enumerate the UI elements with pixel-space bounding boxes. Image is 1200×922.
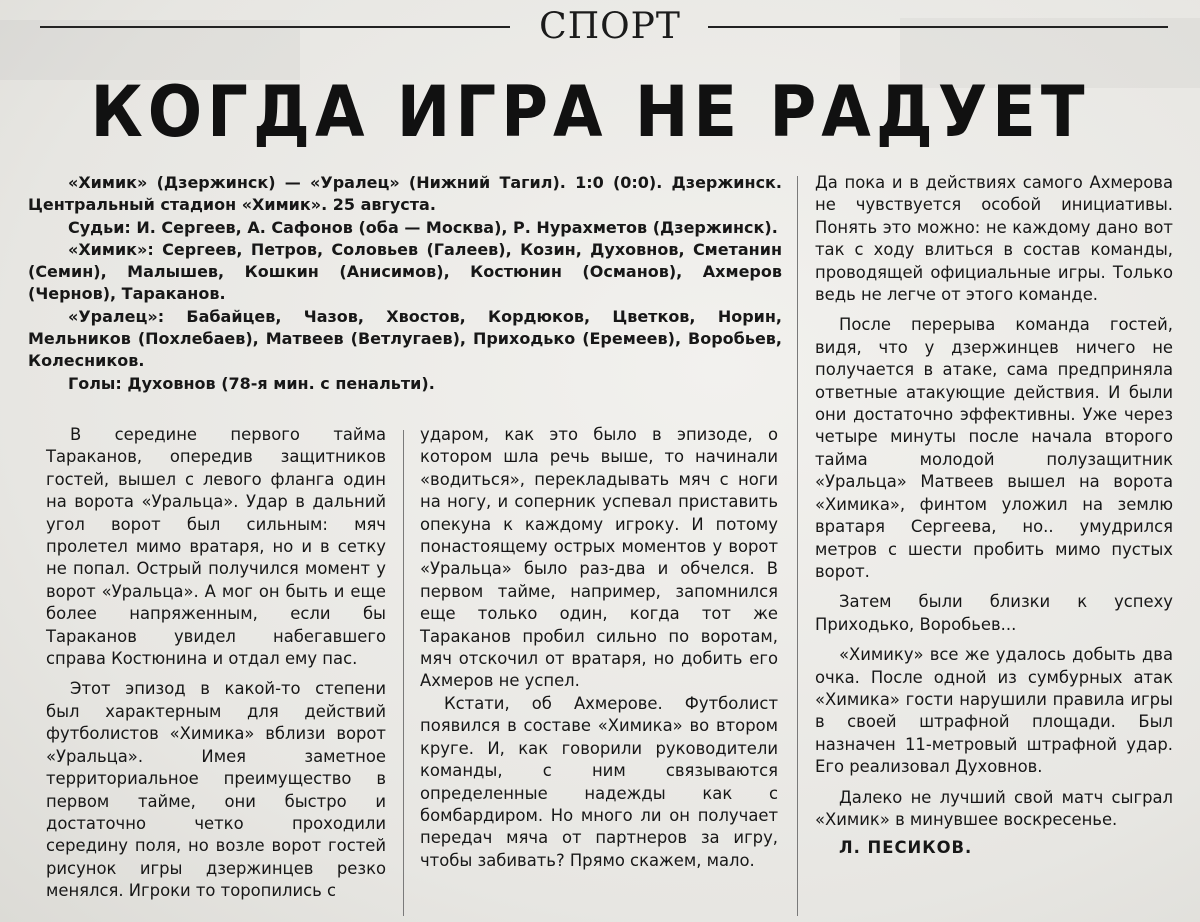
lineup-uralets: «Уралец»: Бабайцев, Чазов, Хвостов, Кордюков, Цветков, Норин, Мельников (Похлебаев), Матвеев (Ветлугаев), Приходько (Еремеев), Воробьев, Колесников. <box>28 306 782 371</box>
paragraph: Затем были близки к успеху Приходько, Воробьев... <box>815 592 1173 634</box>
paragraph: Далеко не лучший свой матч сыграл «Химик» в минувшее воскресенье. <box>815 787 1173 829</box>
paragraph: Да пока и в действиях самого Ахмерова не чувствуется особой инициативы. Понять это можно: не каждому дано вот так с ходу влиться в состав команды, проводящей официальные игры. Только ведь не легче от этого команде. <box>815 173 1173 305</box>
article-column-2 <box>420 424 778 872</box>
author-signature: Л. ПЕСИКОВ. <box>839 838 973 858</box>
header-rule-left <box>40 26 510 28</box>
paragraph: ударом, как это было в эпизоде, о котором шла речь выше, то начинали «водиться», перекладывать мяч с ноги на ногу, и соперник успевал приставить опекуна к каждому игроку. И потому понастоящему острых моментов у ворот «Уральца» было раз-два и обчелся. В первом тайме, например, запомнился еще только один, когда тот же Тараканов пробил сильно по воротам, мяч отскочил от вратаря, но добить его Ахмеров не успел. <box>420 425 778 691</box>
paragraph: Этот эпизод в какой-то степени был характерным для действий футболистов «Химика» вблизи ворот «Уральца». Имея заметное территориальное преимущество в первом тайме, они быстро и достаточно четко проходили середину поля, но возле ворот гостей рисунок игры дзержинцев резко менялся. Игроки то торопились с <box>46 679 386 901</box>
match-result: «Химик» (Дзержинск) — «Уралец» (Нижний Тагил). 1:0 (0:0). Дзержинск. Центральный стадион «Химик». 25 августа. <box>28 173 782 215</box>
article-column-1 <box>46 424 386 903</box>
match-goals: Голы: Духовнов (78-я мин. с пенальти). <box>68 373 435 393</box>
column-divider <box>403 430 404 916</box>
paragraph: В середине первого тайма Тараканов, опередив защитников гостей, вышел с левого фланга один на ворота «Уральца». Удар в дальний угол ворот был сильным: мяч пролетел мимо вратаря, но и в сетку не попал. Острый получился момент у ворот «Уральца». А мог он быть и еще более напряженным, если бы Тараканов увидел набегавшего справа Костюнина и отдал ему пас. <box>46 425 386 669</box>
section-title: СПОРТ <box>539 6 681 47</box>
lineup-khimik: «Химик»: Сергеев, Петров, Соловьев (Галеев), Козин, Духовнов, Сметанин (Семин), Малышев, Кошкин (Анисимов), Костюнин (Османов), Ахмеров (Чернов), Тараканов. <box>28 239 782 304</box>
paragraph: «Химику» все же удалось добыть два очка. После одной из сумбурных атак «Химика» гости нарушили правила игры в своей штрафной площади. Был назначен 11-метровый штрафной удар. Его реализовал Духовнов. <box>815 645 1173 777</box>
match-referees: Судьи: И. Сергеев, А. Сафонов (оба — Москва), Р. Нурахметов (Дзержинск). <box>68 217 778 237</box>
header-rule-right <box>708 26 1168 28</box>
article-column-3 <box>815 172 1173 860</box>
paragraph: Кстати, об Ахмерове. Футболист появился в составе «Химика» во втором круге. И, как говорили руководители команды, с ним связываются определенные надежды как с бомбардиром. Но много ли он получает передач мяча от партнеров за игру, чтобы забивать? Прямо скажем, мало. <box>420 693 778 870</box>
column-divider <box>797 176 798 916</box>
paragraph: После перерыва команда гостей, видя, что у дзержинцев ничего не получается в атаке, сама предприняла ответные атакующие действия. И были они достаточно эффективны. Уже через четыре минуты после начала второго тайма молодой полузащитник «Уральца» Матвеев вышел на ворота «Химика», финтом уложил на землю вратаря Сергеева, но.. умудрился метров с шести пробить мимо пустых ворот. <box>815 315 1173 581</box>
article-headline: КОГДА ИГРА НЕ РАДУЕТ <box>90 72 1090 154</box>
section-header <box>40 6 1168 48</box>
match-info <box>28 172 782 395</box>
